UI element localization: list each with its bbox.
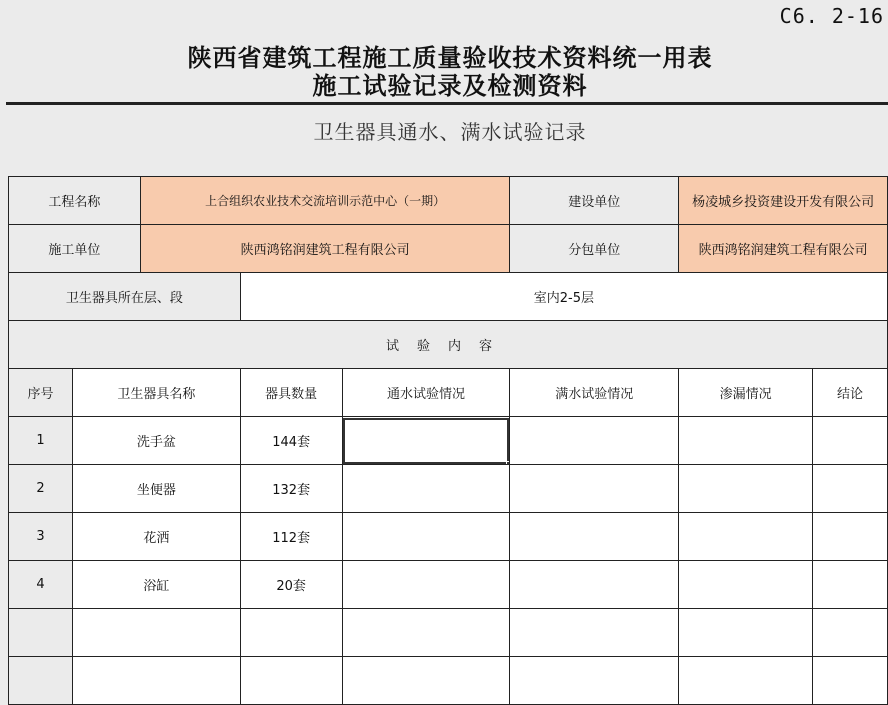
col-header-no: 序号 xyxy=(9,369,73,417)
table-row xyxy=(9,561,888,609)
row-leak[interactable] xyxy=(679,609,813,657)
row-water-test-selected[interactable] xyxy=(342,417,510,465)
section-title-text: 试验内容 xyxy=(385,339,510,354)
row-leak[interactable] xyxy=(679,417,813,465)
row-full-test[interactable] xyxy=(510,513,679,561)
col-header-result: 结论 xyxy=(813,369,888,417)
row-result[interactable] xyxy=(813,417,888,465)
col-header-water-test: 通水试验情况 xyxy=(342,369,510,417)
row-water-test[interactable] xyxy=(342,561,510,609)
row-result[interactable] xyxy=(813,465,888,513)
row-name[interactable]: 浴缸 xyxy=(72,561,240,609)
col-header-leak: 渗漏情况 xyxy=(679,369,813,417)
row-full-test[interactable] xyxy=(510,417,679,465)
row-no xyxy=(9,609,73,657)
table-row xyxy=(9,657,888,705)
row-leak[interactable] xyxy=(679,561,813,609)
row-no: 2 xyxy=(9,465,73,513)
project-name-label: 工程名称 xyxy=(9,177,141,225)
project-name-cell[interactable]: 上合组织农业技术交流培训示范中心（一期） xyxy=(140,177,510,225)
owner-cell[interactable]: 杨凌城乡投资建设开发有限公司 xyxy=(679,177,888,225)
contractor-label: 施工单位 xyxy=(9,225,141,273)
page-subtitle-heading: 施工试验记录及检测资料 xyxy=(312,72,588,100)
form-code: C6. 2-16 xyxy=(779,4,884,28)
row-name[interactable]: 洗手盆 xyxy=(72,417,240,465)
row-leak[interactable] xyxy=(679,465,813,513)
row-name[interactable] xyxy=(72,657,240,705)
row-no: 3 xyxy=(9,513,73,561)
section-title xyxy=(9,321,888,369)
row-full-test[interactable] xyxy=(510,609,679,657)
location-label: 卫生器具所在层、段 xyxy=(9,273,241,321)
row-water-test[interactable] xyxy=(342,465,510,513)
row-full-test[interactable] xyxy=(510,561,679,609)
row-result[interactable] xyxy=(813,561,888,609)
row-qty[interactable] xyxy=(240,657,342,705)
row-qty[interactable] xyxy=(240,609,342,657)
contractor-cell[interactable]: 陕西鸿铭润建筑工程有限公司 xyxy=(140,225,510,273)
row-water-test[interactable] xyxy=(342,657,510,705)
row-full-test[interactable] xyxy=(510,657,679,705)
row-result[interactable] xyxy=(813,513,888,561)
row-qty[interactable]: 112套 xyxy=(240,513,342,561)
header-rule xyxy=(6,102,888,105)
table-row xyxy=(9,609,888,657)
row-no xyxy=(9,657,73,705)
owner-label: 建设单位 xyxy=(510,177,679,225)
row-qty[interactable]: 132套 xyxy=(240,465,342,513)
row-qty[interactable]: 20套 xyxy=(240,561,342,609)
row-name[interactable]: 花洒 xyxy=(72,513,240,561)
record-title: 卫生器具通水、满水试验记录 xyxy=(313,120,587,144)
row-water-test[interactable] xyxy=(342,513,510,561)
fill-handle[interactable] xyxy=(506,461,510,465)
record-table xyxy=(8,176,888,705)
subcontractor-label: 分包单位 xyxy=(510,225,679,273)
col-header-name: 卫生器具名称 xyxy=(72,369,240,417)
table-row xyxy=(9,417,888,465)
row-no: 4 xyxy=(9,561,73,609)
col-header-full-test: 满水试验情况 xyxy=(510,369,679,417)
row-result[interactable] xyxy=(813,609,888,657)
row-full-test[interactable] xyxy=(510,465,679,513)
page-title: 陕西省建筑工程施工质量验收技术资料统一用表 xyxy=(187,44,713,72)
row-leak[interactable] xyxy=(679,513,813,561)
table-row xyxy=(9,465,888,513)
table-row xyxy=(9,513,888,561)
col-header-qty: 器具数量 xyxy=(240,369,342,417)
location-cell[interactable]: 室内2-5层 xyxy=(240,273,887,321)
row-name[interactable]: 坐便器 xyxy=(72,465,240,513)
row-no: 1 xyxy=(9,417,73,465)
row-qty[interactable]: 144套 xyxy=(240,417,342,465)
subcontractor-cell[interactable]: 陕西鸿铭润建筑工程有限公司 xyxy=(679,225,888,273)
row-name[interactable] xyxy=(72,609,240,657)
row-result[interactable] xyxy=(813,657,888,705)
row-leak[interactable] xyxy=(679,657,813,705)
row-water-test[interactable] xyxy=(342,609,510,657)
